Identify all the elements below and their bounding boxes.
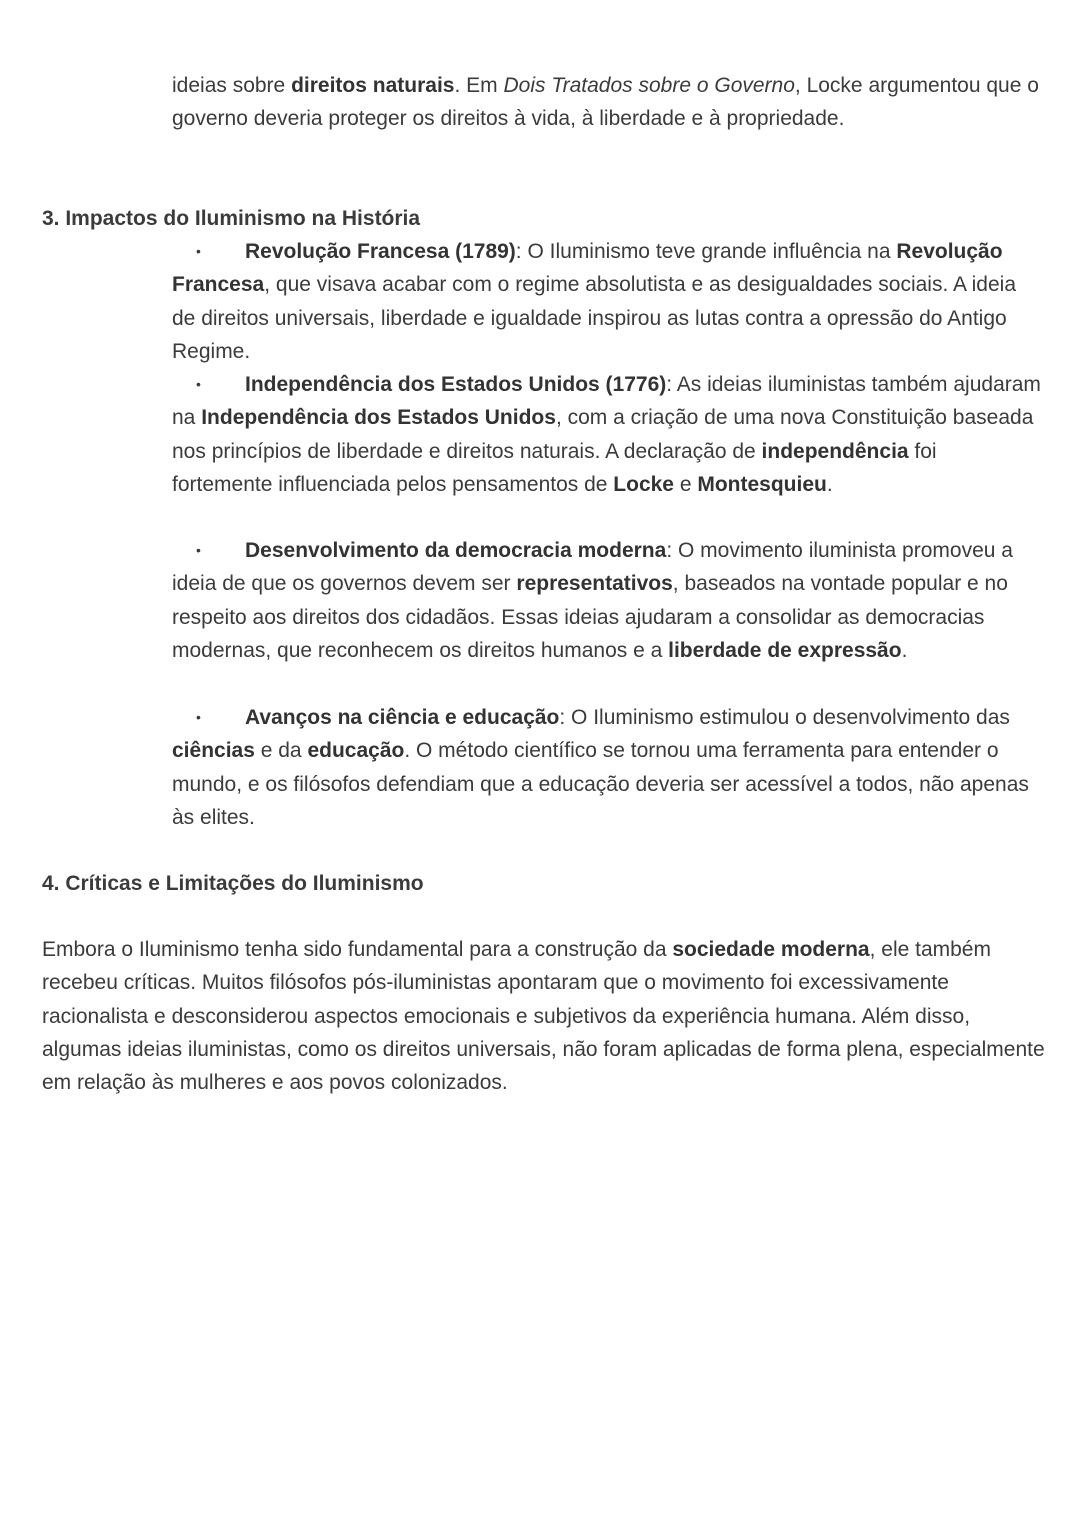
bold-text: direitos naturais	[291, 74, 455, 97]
text: : O movimento iluminista promoveu a ideia de que os governos devem ser	[172, 539, 1013, 596]
text: .	[826, 472, 833, 496]
bold-text: Locke	[613, 472, 674, 496]
bullet-title: Desenvolvimento da democracia moderna	[245, 539, 667, 562]
text: : As ideias iluministas também ajudaram na	[172, 373, 1041, 430]
text: , ele também recebeu críticas. Muitos filósofos pós-iluministas apontaram que o movimento foi excessivamente racionalista e desconsiderou aspectos emocionais e subjetivos da experiência humana. Além disso, algumas ideias iluministas, como os direitos universais, não foram aplicadas de forma plena, especialmente em relação às mulheres e aos povos colonizados.	[42, 938, 1045, 1095]
book-title: Dois Tratados sobre o Governo	[503, 74, 795, 97]
bullet-icon: •	[196, 243, 201, 259]
bullet-icon: •	[196, 376, 201, 392]
bullet-title: Independência dos Estados Unidos (1776)	[245, 373, 667, 396]
bold-text: Revolução Francesa	[172, 240, 1003, 297]
text: , baseados na vontade popular e no respeito aos direitos dos cidadãos. Essas ideias ajudaram a consolidar as democracias modernas, que reconhecem os direitos humanos e a	[172, 572, 1008, 662]
text: e	[674, 472, 698, 496]
bullet-item-science-education	[172, 701, 1042, 834]
text: ideias sobre	[172, 74, 292, 97]
bold-text: representativos	[516, 572, 673, 596]
text: e da	[254, 739, 308, 763]
bold-text: educação	[307, 739, 405, 763]
text: foi fortemente influenciada pelos pensamentos de	[172, 439, 937, 496]
bold-text: ciências	[172, 739, 255, 763]
intro-paragraph	[172, 69, 1042, 136]
section-4-heading: 4. Críticas e Limitações do Iluminismo	[42, 872, 424, 895]
bullet-icon: •	[196, 542, 201, 558]
text: : O Iluminismo estimulou o desenvolvimento das	[559, 706, 1010, 729]
bullet-item-democracy	[172, 534, 1042, 667]
text: : O Iluminismo teve grande influência na	[515, 240, 897, 263]
bullet-item-french-revolution	[172, 235, 1042, 368]
section-3-heading: 3. Impactos do Iluminismo na História	[42, 207, 421, 230]
bold-text: Montesquieu	[697, 472, 827, 496]
text: . O método científico se tornou uma ferramenta para entender o mundo, e os filósofos defendiam que a educação deveria ser acessível a todos, não apenas às elites.	[172, 739, 1029, 829]
critiques-paragraph	[42, 933, 1047, 1099]
bold-text: Independência dos Estados Unidos	[201, 406, 556, 430]
bullet-title: Revolução Francesa (1789)	[245, 240, 516, 263]
text: , que visava acabar com o regime absolutista e as desigualdades sociais. A ideia de direitos universais, liberdade e igualdade inspirou as lutas contra a opressão do Antigo Regime.	[172, 273, 1017, 363]
text: . Em	[454, 74, 504, 97]
text: Embora o Iluminismo tenha sido fundamental para a construção da	[42, 938, 673, 961]
text: , com a criação de uma nova Constituição baseada nos princípios de liberdade e direitos naturais. A declaração de	[172, 406, 1034, 463]
text: , Locke argumentou que o governo deveria proteger os direitos à vida, à liberdade e à propriedade.	[172, 74, 1039, 131]
text: .	[901, 638, 908, 662]
bold-text: liberdade de expressão	[668, 638, 902, 662]
bullet-item-us-independence	[172, 368, 1042, 501]
bullet-title: Avanços na ciência e educação	[245, 706, 560, 729]
bullet-icon: •	[196, 709, 201, 725]
bold-text: independência	[761, 439, 909, 463]
bold-text: sociedade moderna	[672, 938, 870, 961]
